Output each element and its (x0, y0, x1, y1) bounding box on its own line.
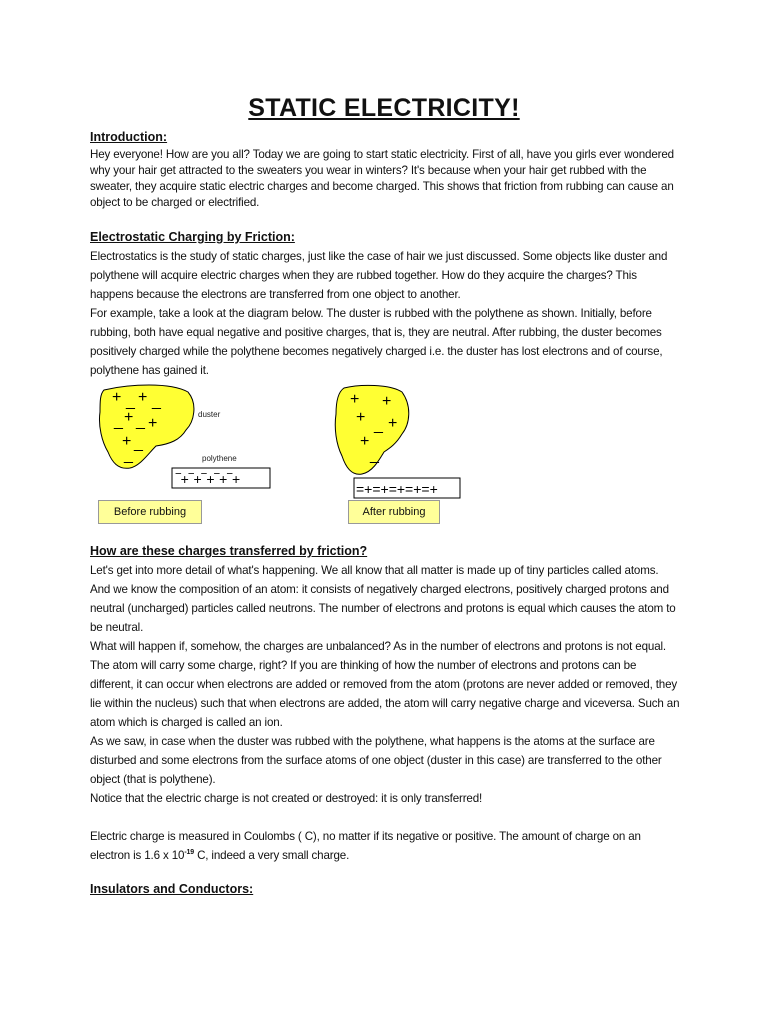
svg-text:+: + (112, 389, 122, 406)
friction-heading: Electrostatic Charging by Friction: (90, 230, 295, 244)
transfer-text-4: Notice that the electric charge is not created or destroyed: it is only transferred! (90, 792, 483, 805)
rubbing-diagram (90, 382, 490, 527)
svg-text:+: + (356, 409, 366, 426)
svg-text:_: _ (136, 413, 145, 430)
friction-text-2: For example, take a look at the diagram below. The duster is rubbed with the polythene as shown. Initially, before rubbing, both have equal negative and positive charges, that is, they are neutral. After rubbing, the duster becomes positively charged while the polythene becomes negatively charged i.e. the duster has lost electrons and of course, polythene has gained it. (90, 307, 663, 377)
svg-text:_: _ (114, 413, 123, 430)
friction-paragraph (90, 247, 680, 380)
polythene-after-charges (356, 481, 438, 497)
polythene-before-charges (175, 471, 240, 487)
svg-text:+: + (350, 391, 360, 408)
svg-text:_: _ (152, 393, 161, 410)
svg-text:_: _ (370, 447, 379, 464)
intro-heading: Introduction: (90, 130, 168, 144)
transfer-text-3: As we saw, in case when the duster was rubbed with the polythene, what happens is the atoms at the surface are disturbed and some electrons from the surface atoms of one object (duster in this case) are transferred to the other object (that is polythene). (90, 735, 662, 786)
transfer-text-1: Let's get into more detail of what's happening. We all know that all matter is made up of tiny particles called atoms. And we know the composition of an atom: it consists of negatively charged electrons, positively charged protons and neutral (uncharged) particles called neutrons. The number of electrons and protons is equal which causes the atom to be neutral. (90, 564, 676, 634)
intro-text: Hey everyone! How are you all? Today we are going to start static electricity. First of all, have you girls ever wondered why your hair get attracted to the sweaters you wear in winters? It's because when your hair get rubbed with the sweater, they acquire static electric charges and become charged. This shows that friction from rubbing can cause an object to be charged or electrified. (90, 148, 674, 209)
svg-text:+: + (138, 389, 148, 406)
svg-text:=+=+=+=+=+: =+=+=+=+=+ (356, 481, 438, 497)
svg-text:+: + (148, 415, 158, 432)
transfer-text-5 (90, 827, 680, 865)
polythene-label: polythene (202, 454, 237, 463)
transfer-paragraph (90, 561, 680, 865)
friction-text-1: Electrostatics is the study of static charges, just like the case of hair we just discussed. Some objects like duster and polythene will acquire electric charges when they are rubbed together. How do they acquire the charges? This happens because the electrons are transferred from one object to another. (90, 250, 668, 301)
svg-text:‾+‾+‾+‾+‾+: ‾+‾+‾+‾+‾+ (176, 471, 241, 487)
svg-text:_: _ (124, 447, 133, 464)
svg-text:_: _ (126, 393, 135, 410)
after-rubbing-caption: After rubbing (348, 500, 440, 524)
intro-paragraph (90, 147, 680, 211)
insulators-heading: Insulators and Conductors: (90, 882, 254, 896)
page-title: STATIC ELECTRICITY! (248, 94, 520, 122)
svg-text:_: _ (374, 417, 383, 434)
svg-text:+: + (122, 433, 132, 450)
transfer-heading: How are these charges transferred by friction? (90, 544, 368, 558)
svg-text:+: + (360, 433, 370, 450)
svg-text:+: + (124, 409, 134, 426)
duster-label: duster (198, 410, 221, 419)
charge-text-before: Electric charge is measured in Coulombs ( C), no matter if its negative or positive. The amount of charge on an electron is 1.6 x 10 (90, 830, 641, 862)
charge-exponent: -19 (184, 849, 194, 856)
svg-text:+: + (382, 393, 392, 410)
transfer-text-2: What will happen if, somehow, the charges are unbalanced? As in the number of electrons and protons is not equal. The atom will carry some charge, right? If you are thinking of how the number of electrons and protons can be different, it can occur when electrons are added or removed from the atom (protons are never added or removed, they lie within the nucleus) such that when electrons are added, the atom will carry negative charge and viceversa. Such an atom which is charged is called an ion. (90, 640, 680, 729)
svg-text:_: _ (134, 435, 143, 452)
charge-text-after: C, indeed a very small charge. (194, 849, 350, 862)
svg-text:+: + (388, 415, 398, 432)
before-rubbing-caption: Before rubbing (98, 500, 202, 524)
